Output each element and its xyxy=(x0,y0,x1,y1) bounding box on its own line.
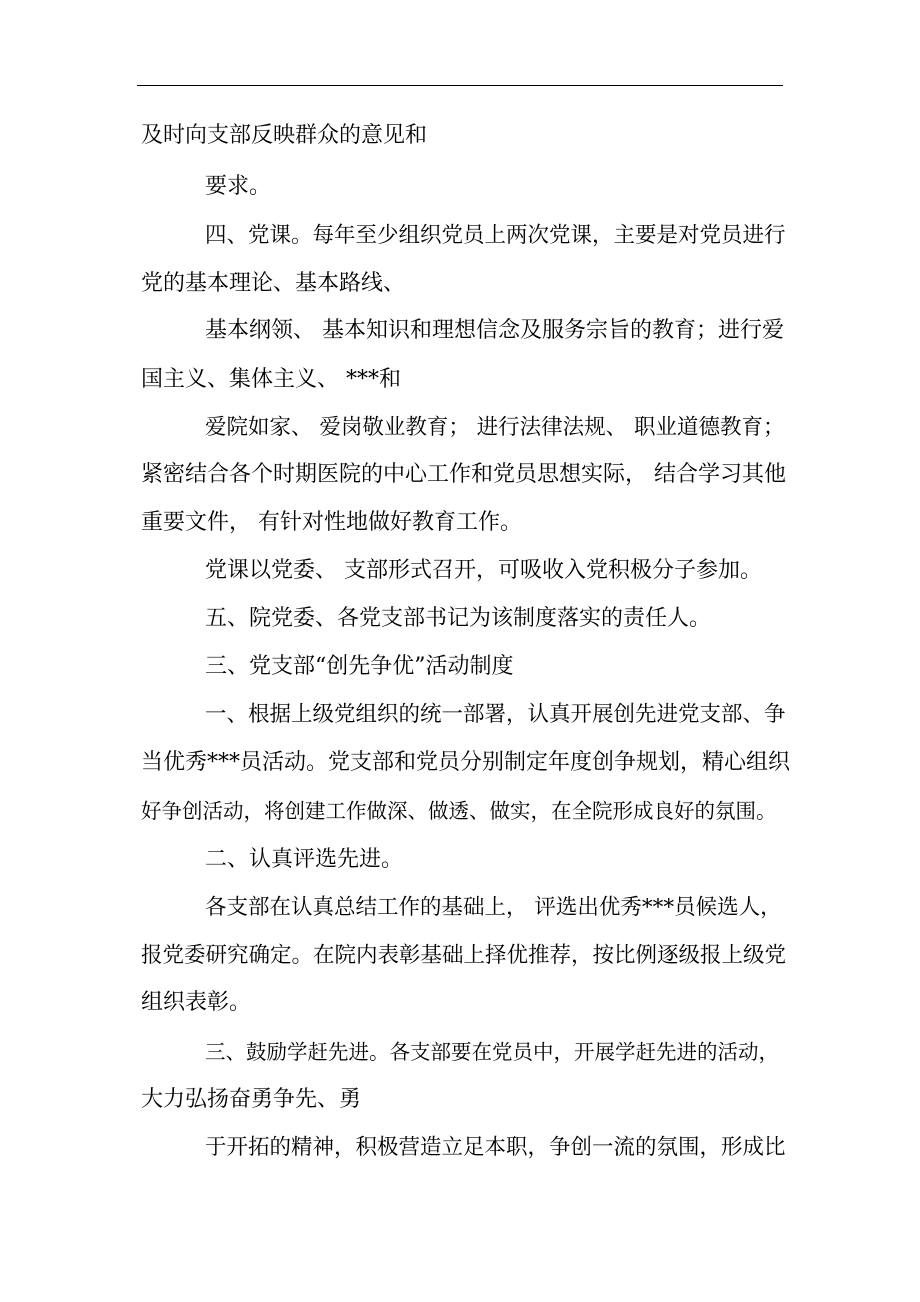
text-line: 要求。 xyxy=(205,174,272,199)
text-line: 重要文件， 有针对性地做好教育工作。 xyxy=(141,510,522,535)
header-rule xyxy=(137,85,783,86)
text-line: 党课以党委、 支部形式召开，可吸收入党积极分子参加。 xyxy=(205,558,762,583)
text-line: 一、根据上级党组织的统一部署，认真开展创先进党支部、争 xyxy=(205,702,786,727)
text-line: 三、鼓励学赶先进。各支部要在党员中，开展学赶先进的活动， xyxy=(205,1040,779,1064)
section-heading: 三、党支部“创先争优”活动制度 xyxy=(205,654,514,679)
text-line: 爱院如家、 爱岗敬业教育； 进行法律法规、 职业道德教育； xyxy=(205,415,785,440)
text-line: 二、认真评选先进。 xyxy=(205,847,404,872)
text-line: 及时向支部反映群众的意见和 xyxy=(141,123,428,148)
text-line: 基本纲领、 基本知识和理想信念及服务宗旨的教育；进行爱 xyxy=(205,318,784,343)
text-line: 紧密结合各个时期医院的中心工作和党员思想实际， 结合学习其他 xyxy=(141,462,786,487)
text-line: 当优秀***员活动。党支部和党员分别制定年度创争规划，精心组织 xyxy=(141,750,791,775)
text-line: 好争创活动，将创建工作做深、做透、做实，在全院形成良好的氛围。 xyxy=(141,799,777,823)
text-line: 组织表彰。 xyxy=(141,990,252,1015)
text-line: 四、党课。每年至少组织党员上两次党课，主要是对党员进行 xyxy=(205,223,786,248)
text-line: 报党委研究确定。在院内表彰基础上择优推荐，按比例逐级报上级党 xyxy=(141,943,787,968)
text-line: 国主义、集体主义、 ***和 xyxy=(141,367,401,392)
text-line: 五、院党委、各党支部书记为该制度落实的责任人。 xyxy=(205,606,712,631)
text-line: 党的基本理论、基本路线、 xyxy=(141,271,406,296)
text-line: 大力弘扬奋勇争先、勇 xyxy=(141,1087,362,1112)
text-line: 各支部在认真总结工作的基础上， 评选出优秀***员候选人， xyxy=(205,895,782,920)
text-line: 于开拓的精神，积极营造立足本职，争创一流的氛围，形成比 xyxy=(205,1135,786,1160)
